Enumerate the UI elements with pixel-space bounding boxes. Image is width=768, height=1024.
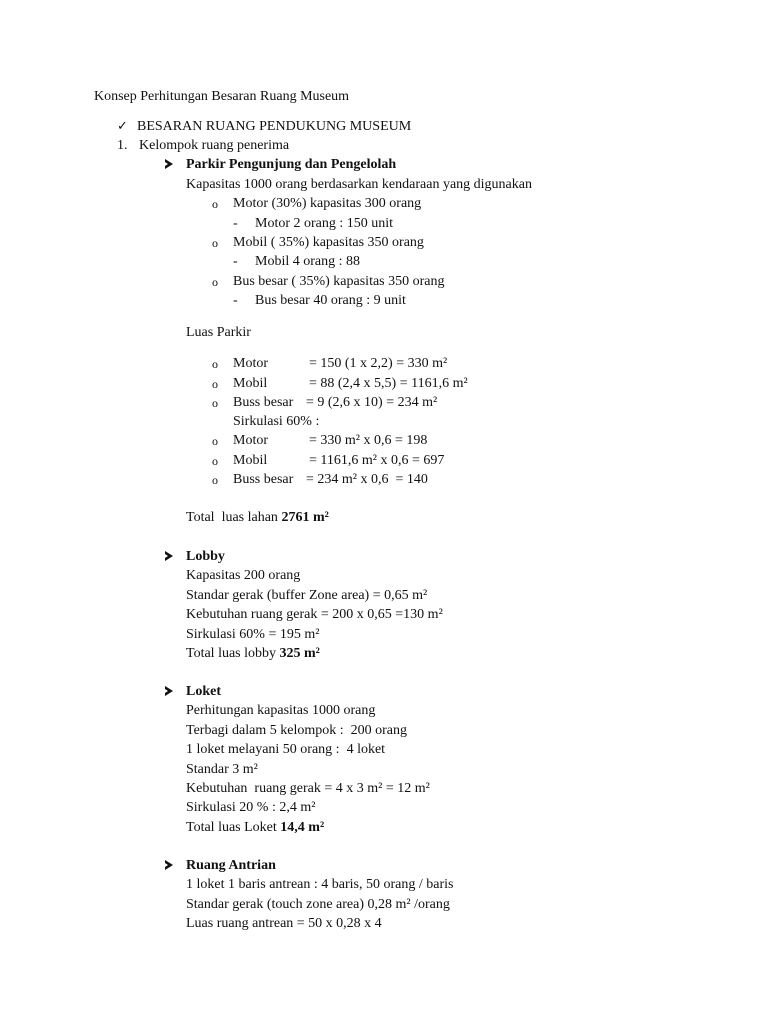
luas-motor-value: = 150 (1 x 2,2) = 330 m² bbox=[309, 356, 448, 371]
lobby-total bbox=[186, 645, 320, 662]
circle-bullet-icon: o bbox=[212, 473, 218, 487]
parkir-total bbox=[186, 509, 329, 526]
lobby-heading: Lobby bbox=[186, 549, 225, 564]
sirk-motor-name: Motor bbox=[233, 433, 268, 448]
dash-bullet: - bbox=[233, 254, 238, 269]
parkir-motor-sub: Motor 2 orang : 150 unit bbox=[255, 216, 394, 231]
parkir-bus: Bus besar ( 35%) kapasitas 350 orang bbox=[233, 274, 445, 289]
sirk-mobil-value: = 1161,6 m² x 0,6 = 697 bbox=[309, 453, 445, 468]
lobby-line: Kapasitas 200 orang bbox=[186, 568, 301, 583]
parkir-mobil: Mobil ( 35%) kapasitas 350 orang bbox=[233, 235, 424, 250]
circle-bullet-icon: o bbox=[212, 377, 218, 391]
circle-bullet-icon: o bbox=[212, 357, 218, 371]
list-item-text: Kelompok ruang penerima bbox=[139, 138, 290, 153]
sirk-motor-value: = 330 m² x 0,6 = 198 bbox=[309, 433, 428, 448]
parkir-bus-sub: Bus besar 40 orang : 9 unit bbox=[255, 293, 406, 308]
loket-total-label: Total luas Loket bbox=[186, 820, 281, 835]
circle-bullet-icon: o bbox=[212, 454, 218, 468]
luas-motor-name: Motor bbox=[233, 356, 268, 371]
luas-mobil-name: Mobil bbox=[233, 376, 268, 391]
lobby-line: Kebutuhan ruang gerak = 200 x 0,65 =130 m² bbox=[186, 607, 443, 622]
luas-mobil-value: = 88 (2,4 x 5,5) = 1161,6 m² bbox=[309, 376, 468, 391]
antrian-line: Standar gerak (touch zone area) 0,28 m² /orang bbox=[186, 897, 450, 912]
sirkulasi-label: Sirkulasi 60% : bbox=[233, 414, 320, 429]
parkir-mobil-sub: Mobil 4 orang : 88 bbox=[255, 254, 360, 269]
arrow-bullet-icon bbox=[165, 860, 173, 870]
loket-total-value: 14,4 m² bbox=[280, 820, 325, 835]
arrow-bullet-icon bbox=[165, 686, 173, 696]
parkir-total-label: Total luas lahan bbox=[186, 510, 282, 525]
circle-bullet-icon: o bbox=[212, 236, 218, 250]
checkmark-icon: ✓ bbox=[117, 119, 128, 134]
dash-bullet: - bbox=[233, 216, 238, 231]
loket-line: Sirkulasi 20 % : 2,4 m² bbox=[186, 800, 316, 815]
section-heading: BESARAN RUANG PENDUKUNG MUSEUM bbox=[137, 119, 412, 134]
parkir-motor: Motor (30%) kapasitas 300 orang bbox=[233, 196, 422, 211]
parkir-kapasitas: Kapasitas 1000 orang berdasarkan kendaraan yang digunakan bbox=[186, 177, 532, 192]
loket-line: Terbagi dalam 5 kelompok : 200 orang bbox=[186, 723, 408, 738]
antrian-line: Luas ruang antrean = 50 x 0,28 x 4 bbox=[186, 916, 382, 931]
arrow-bullet-icon bbox=[165, 551, 173, 561]
lobby-line: Standar gerak (buffer Zone area) = 0,65 m² bbox=[186, 588, 428, 603]
lobby-total-label: Total luas lobby bbox=[186, 646, 280, 661]
lobby-line: Sirkulasi 60% = 195 m² bbox=[186, 627, 320, 642]
arrow-bullet-icon bbox=[165, 159, 173, 169]
dash-bullet: - bbox=[233, 293, 238, 308]
sirk-bus-value: = 234 m² x 0,6 = 140 bbox=[306, 472, 428, 487]
circle-bullet-icon: o bbox=[212, 434, 218, 448]
parkir-total-value: 2761 m² bbox=[281, 510, 329, 525]
sirk-bus-name: Buss besar bbox=[233, 472, 294, 487]
loket-line: Standar 3 m² bbox=[186, 762, 258, 777]
loket-heading: Loket bbox=[186, 684, 221, 699]
document-title: Konsep Perhitungan Besaran Ruang Museum bbox=[94, 89, 350, 104]
luas-parkir-label: Luas Parkir bbox=[186, 325, 251, 340]
loket-line: Perhitungan kapasitas 1000 orang bbox=[186, 703, 376, 718]
loket-total bbox=[186, 819, 324, 836]
antrian-line: 1 loket 1 baris antrean : 4 baris, 50 orang / baris bbox=[186, 877, 454, 892]
luas-bus-value: = 9 (2,6 x 10) = 234 m² bbox=[306, 395, 438, 410]
loket-line: Kebutuhan ruang gerak = 4 x 3 m² = 12 m² bbox=[186, 781, 430, 796]
luas-bus-name: Buss besar bbox=[233, 395, 294, 410]
antrian-heading: Ruang Antrian bbox=[186, 858, 276, 873]
loket-line: 1 loket melayani 50 orang : 4 loket bbox=[186, 742, 386, 757]
circle-bullet-icon: o bbox=[212, 396, 218, 410]
circle-bullet-icon: o bbox=[212, 197, 218, 211]
parkir-heading: Parkir Pengunjung dan Pengelolah bbox=[186, 157, 397, 172]
sirk-mobil-name: Mobil bbox=[233, 453, 268, 468]
circle-bullet-icon: o bbox=[212, 275, 218, 289]
list-number: 1. bbox=[117, 138, 128, 153]
lobby-total-value: 325 m² bbox=[279, 646, 320, 661]
